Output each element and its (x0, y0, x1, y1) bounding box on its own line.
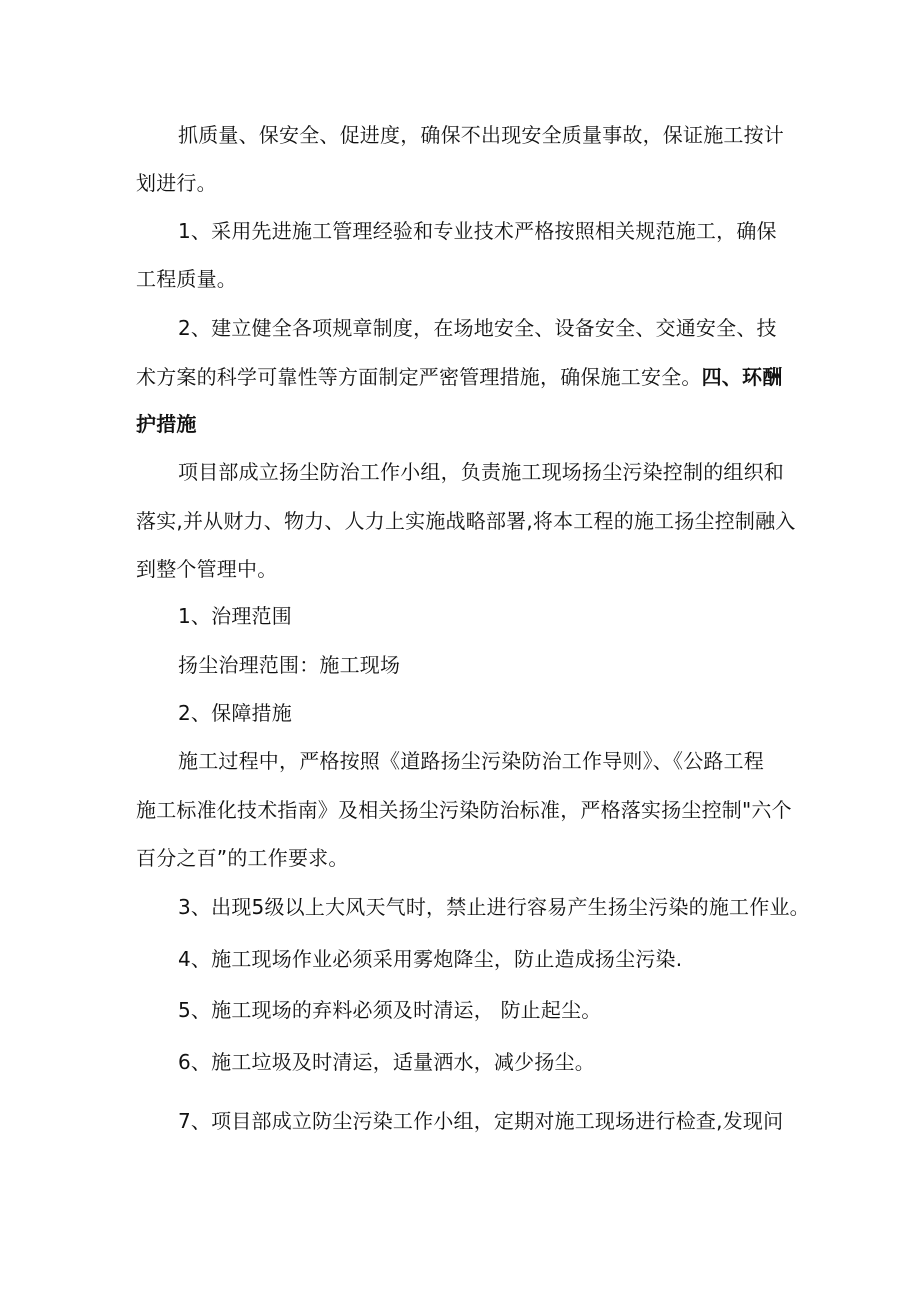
paragraph-line: 施工标准化技术指南》及相关扬尘污染防治标准，严格落实扬尘控制"六个 (136, 798, 792, 822)
list-item-2-line (136, 364, 782, 390)
subsection-title: 1、治理范围 (178, 604, 292, 628)
section-heading-part: 护措施 (136, 412, 197, 436)
paragraph-line: 施工过程中，严格按照《道路扬尘污染防治工作导则》、《公路工程 (178, 749, 764, 773)
list-item-7: 7、项目部成立防尘污染工作小组，定期对施工现场进行检查,发现问 (178, 1109, 784, 1133)
list-item-3: 3、出现5级以上大风天气时，禁止进行容易产生扬尘污染的施工作业。 (178, 895, 810, 919)
list-item-1-line: 1、采用先进施工管理经验和专业技术严格按照相关规范施工，确保 (178, 219, 777, 243)
paragraph-line: 划进行。 (136, 171, 217, 195)
list-item-2-line: 2、建立健全各项规章制度，在场地安全、设备安全、交通安全、技 (178, 316, 777, 340)
paragraph-line: 项目部成立扬尘防治工作小组，负责施工现场扬尘污染控制的组织和 (178, 460, 784, 484)
paragraph-line: 抓质量、保安全、促进度，确保不出现安全质量事故，保证施工按计 (178, 123, 784, 147)
list-item-1-line: 工程质量。 (136, 267, 237, 291)
paragraph-line: 百分之百”的工作要求。 (136, 846, 349, 870)
section-heading-part: 四、环酬 (701, 365, 783, 389)
list-item-2-text: 术方案的科学可靠性等方面制定严密管理措施，确保施工安全。 (136, 365, 702, 389)
list-item-6: 6、施工垃圾及时清运，适量洒水，减少扬尘。 (178, 1050, 595, 1074)
paragraph-line: 落实,并从财力、物力、人力上实施战略部署,将本工程的施工扬尘控制融入 (136, 509, 796, 533)
subsection-text: 扬尘治理范围：施工现场 (178, 653, 401, 677)
list-item-5: 5、施工现场的弃料必须及时清运， 防止起尘。 (178, 998, 602, 1022)
paragraph-line: 到整个管理中。 (136, 557, 278, 581)
subsection-title: 2、保障措施 (178, 701, 292, 725)
list-item-4: 4、施工现场作业必须采用雾炮降尘，防止造成扬尘污染. (178, 947, 683, 971)
